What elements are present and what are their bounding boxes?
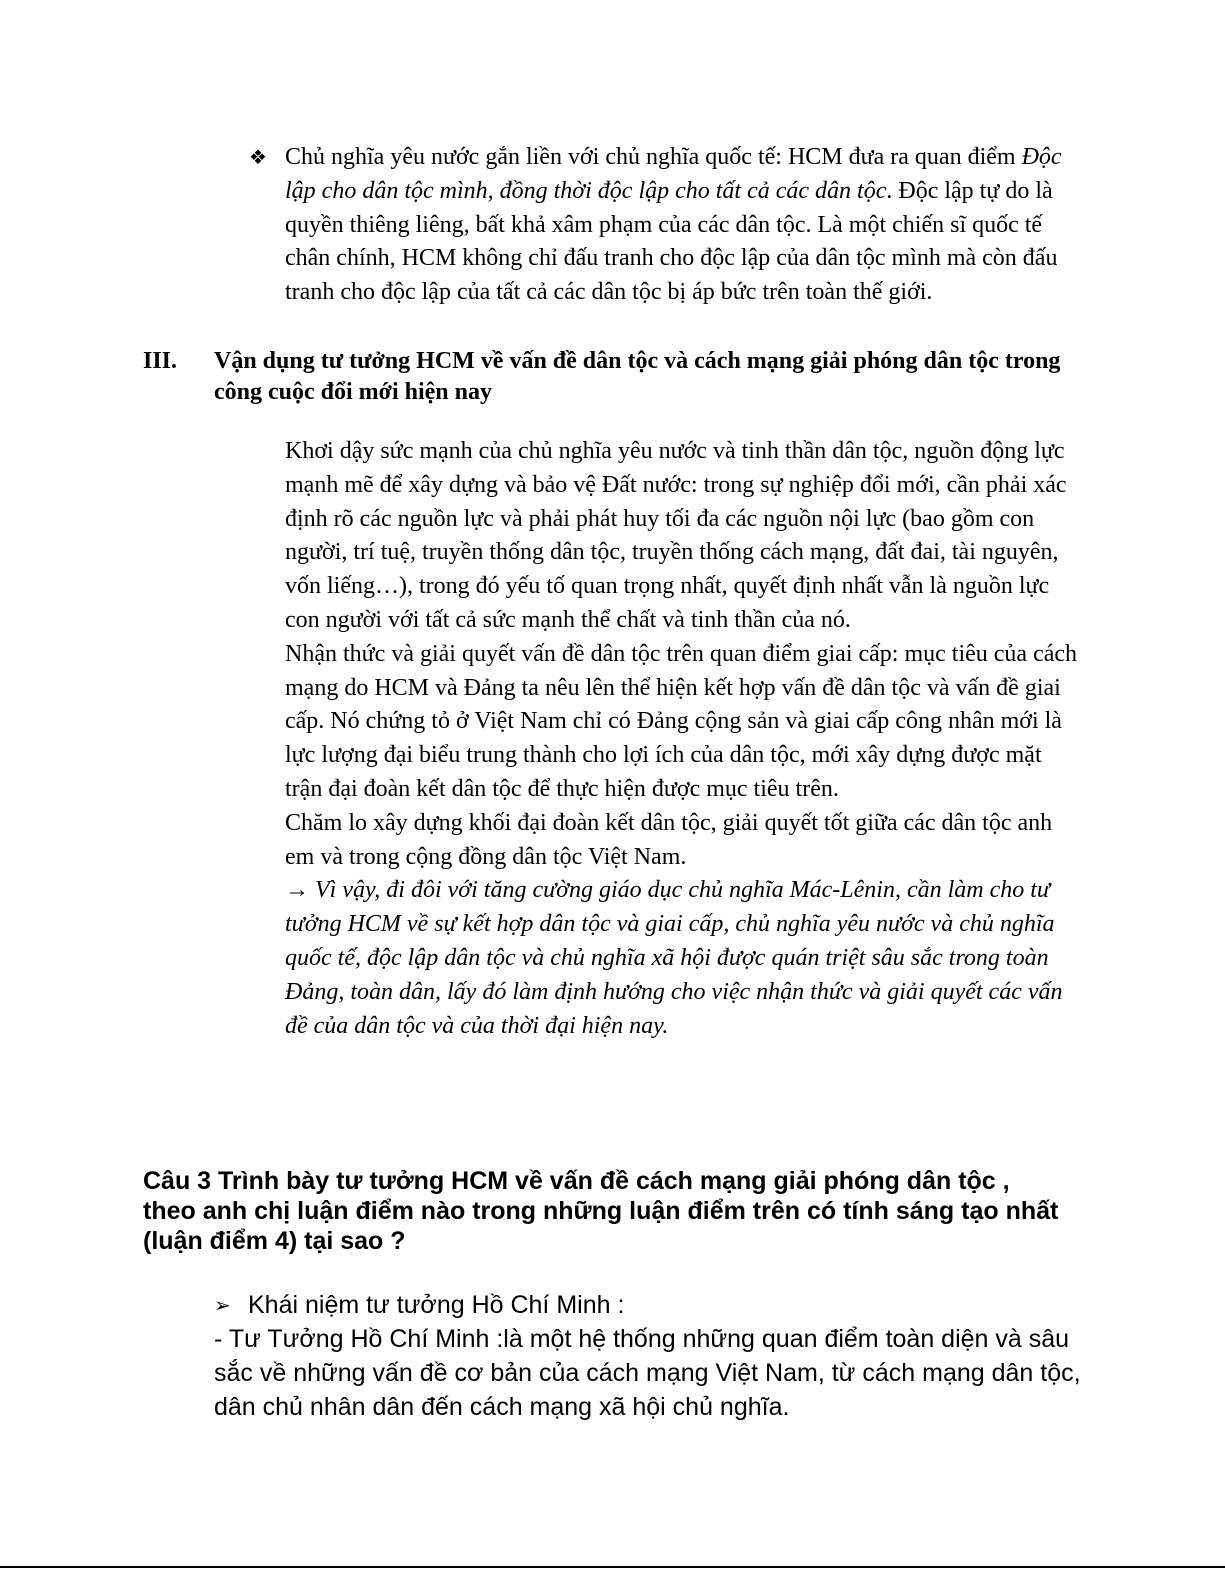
bullet-tail: . Độc lập tự do là quyền thiêng liêng, bất khả xâm phạm của các dân tộc. Là một chiến sĩ quốc tế chân chính, HCM không chỉ đấu tranh cho độc lập của dân tộc mình mà còn đấu tranh cho độc lập của tất cả các dân tộc bị áp bức trên toàn thế giới. xyxy=(285,177,1058,306)
paragraph-national-strength: Khơi dậy sức mạnh của chủ nghĩa yêu nước và tinh thần dân tộc, nguồn động lực mạnh mẽ để xây dựng và bảo vệ Đất nước: trong sự nghiệp đổi mới, cần phải xác định rõ các nguồn lực và phải phát huy tối đa các nguồn nội lực (bao gồm con người, trí tuệ, truyền thống dân tộc, truyền thống cách mạng, đất đai, tài nguyên, vốn liếng…), trong đó yếu tố quan trọng nhất, quyết định nhất vẫn là nguồn lực con người với tất cả sức mạnh thể chất và tinh thần của nó. xyxy=(285,438,1067,633)
section-number: III. xyxy=(143,348,178,374)
paragraph-national-unity: Chăm lo xây dựng khối đại đoàn kết dân tộc, giải quyết tốt giữa các dân tộc anh em và trong cộng đồng dân tộc Việt Nam. xyxy=(285,809,1053,870)
bullet-quote: Độc lập cho dân tộc mình, đồng thời độc lập cho tất cả các dân tộc xyxy=(285,144,1062,204)
section-title: Vận dụng tư tưởng HCM về vấn đề dân tộc và cách mạng giải phóng dân tộc trong công cuộc đổi mới hiện nay xyxy=(214,348,1061,405)
concept-section xyxy=(214,1288,1084,1424)
conclusion-paragraph: → Vì vậy, đi đôi với tăng cường giáo dục chủ nghĩa Mác-Lênin, cần làm cho tư tưởng HCM về sự kết hợp dân tộc và giai cấp, chủ nghĩa yêu nước và chủ nghĩa quốc tế, độc lập dân tộc và chủ nghĩa xã hội được quán triệt sâu sắc trong toàn Đảng, toàn dân, lấy đó làm định hướng cho việc nhận thức và giải quyết các vấn đề của dân tộc và của thời đại hiện nay. xyxy=(285,877,1063,1039)
concept-definition: - Tư Tưởng Hồ Chí Minh :là một hệ thống những quan điểm toàn diện và sâu sắc về những vấn đề cơ bản của cách mạng Việt Nam, từ cách mạng dân tộc, dân chủ nhân dân đến cách mạng xã hội chủ nghĩa. xyxy=(214,1325,1081,1421)
paragraph-class-perspective: Nhận thức và giải quyết vấn đề dân tộc trên quan điểm giai cấp: mục tiêu của cách mạng do HCM và Đảng ta nêu lên thể hiện kết hợp vấn đề dân tộc và vấn đề giai cấp. Nó chứng tỏ ở Việt Nam chỉ có Đảng cộng sản và giai cấp công nhân mới là lực lượng đại biểu trung thành cho lợi ích của dân tộc, mới xây dựng được mặt trận đại đoàn kết dân tộc để thực hiện được mục tiêu trên. xyxy=(285,640,1078,802)
arrow-bullet-icon: ➢ xyxy=(214,1293,231,1317)
concept-title: Khái niệm tư tưởng Hồ Chí Minh : xyxy=(248,1291,625,1319)
section-body xyxy=(285,435,1080,1043)
page-bottom-edge xyxy=(0,1566,1225,1568)
question-heading: Câu 3 Trình bày tư tưởng HCM về vấn đề cách mạng giải phóng dân tộc , theo anh chị luận điểm nào trong những luận điểm trên có tính sáng tạo nhất (luận điểm 4) tại sao ? xyxy=(143,1167,1059,1255)
bullet-lead: Chủ nghĩa yêu nước gắn liền với chủ nghĩa quốc tế: HCM đưa ra quan điểm xyxy=(285,144,1022,170)
diamond-bullet-icon: ❖ xyxy=(249,145,267,169)
bullet-item xyxy=(249,141,1079,310)
section-heading xyxy=(143,346,1083,408)
bullet-text xyxy=(285,141,1079,310)
